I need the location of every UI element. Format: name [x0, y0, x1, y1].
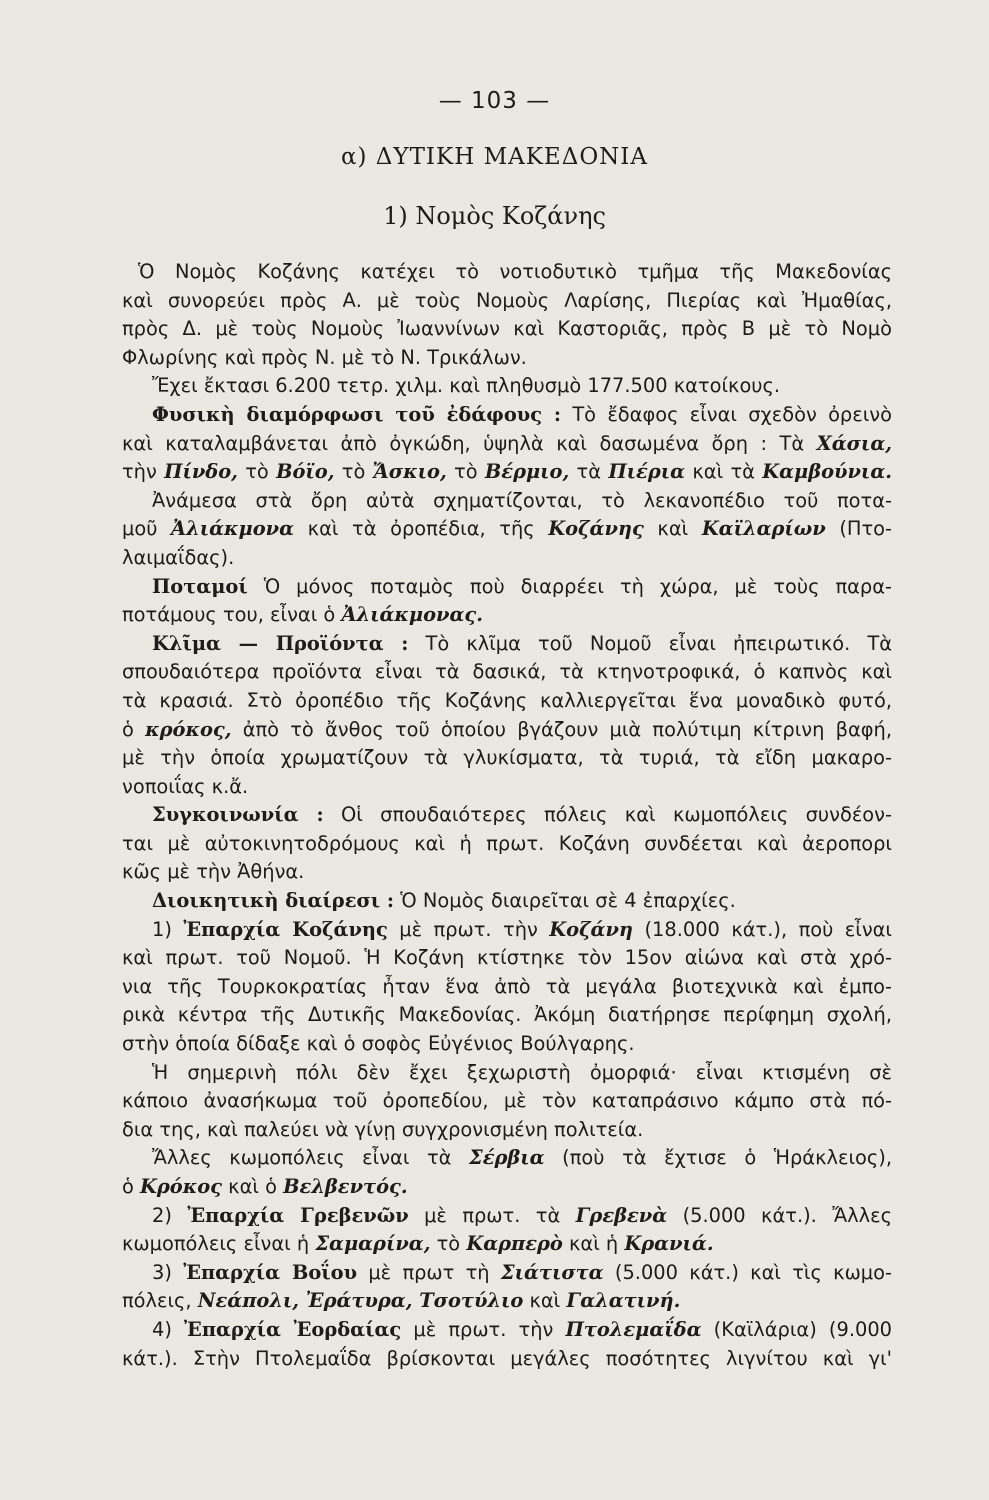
text-run: κῶς μὲ τὴν Ἀθήνα.: [122, 860, 305, 884]
text-run: στὴν ὁποία δίδαξε καὶ ὁ σοφὸς Εὐγένιος Βούλγαρης.: [122, 1032, 635, 1056]
text-line: [122, 630, 892, 659]
page-number: — 103 —: [438, 88, 551, 114]
text-line: [122, 887, 892, 916]
text-run: τὸ: [334, 460, 373, 484]
text-line: [122, 916, 892, 945]
emphasized-term: Σέρβια: [469, 1146, 545, 1170]
text-run: μὲ πρωτ τὴ: [357, 1260, 501, 1284]
emphasized-term: Γαλατινή.: [566, 1289, 681, 1313]
text-run: ἀπὸ τὸ ἄνθος τοῦ ὁποίου βγάζουν μιὰ πολύτιμη κίτρινη βαφή,: [231, 717, 892, 741]
emphasized-term: Κρόκος: [140, 1175, 222, 1198]
text-line: [122, 458, 892, 487]
emphasized-term: Κλῖμα — Προϊόντα :: [152, 631, 409, 655]
text-run: (Καϊλάρια) (9.000: [701, 1317, 892, 1341]
text-line: [122, 801, 892, 830]
text-run: καὶ ὁ: [222, 1175, 284, 1198]
text-run: Οἱ σπουδαιότερες πόλεις καὶ κωμοπόλεις συνδέον-: [323, 803, 892, 827]
emphasized-term: Χάσια,: [816, 431, 892, 455]
text-run: καὶ ἡ: [562, 1232, 625, 1256]
emphasized-term: Ἐπαρχία Γρεβενῶν: [187, 1203, 409, 1227]
text-run: τὴν: [122, 460, 165, 484]
text-run: τὸ: [430, 1232, 467, 1256]
text-line: [122, 344, 892, 373]
emphasized-term: Διοικητικὴ διαίρεσι :: [152, 889, 395, 913]
text-run: σπουδαιότερα προϊόντα εἶναι τὰ δασικά, τὰ κτηνοτροφικά, ὁ καπνὸς καὶ: [122, 660, 892, 684]
text-run: Ὁ Νομὸς Κοζάνης κατέχει τὸ νοτιοδυτικὸ τμῆμα τῆς Μακεδονίας: [138, 260, 892, 283]
body-text: [122, 258, 892, 1373]
text-line: [122, 487, 892, 516]
text-run: ρικὰ κέντρα τῆς Δυτικῆς Μακεδονίας. Ἀκόμη διατήρησε περίφημη σχολή,: [122, 1003, 892, 1027]
text-line: [122, 1316, 892, 1345]
text-line: [122, 1059, 892, 1088]
section-title: α) ΔΥΤΙΚΗ ΜΑΚΕΔΟΝΙΑ: [340, 144, 648, 170]
emphasized-term: Κοζάνη: [549, 917, 634, 941]
text-run: καὶ: [643, 517, 702, 541]
text-run: Ἡ σημερινὴ πόλι δὲν ἔχει ξεχωριστὴ ὀμορφιά· εἶναι κτισμένη σὲ: [152, 1060, 892, 1084]
text-run: μὲ τὴν ὁποία χρωματίζουν τὰ γλυκίσματα, τὰ τυριά, τὰ εἴδη μακαρο-: [122, 746, 892, 770]
emphasized-term: Βελβεντός.: [283, 1175, 408, 1198]
text-line: [122, 1030, 892, 1059]
text-run: καὶ καταλαμβάνεται ἀπὸ ὀγκώδη, ὑψηλὰ καὶ δασωμένα ὄρη : Τὰ: [122, 431, 817, 455]
text-run: κωμοπόλεις εἶναι ἡ: [122, 1232, 316, 1256]
text-line: [122, 1116, 892, 1145]
text-run: τὰ: [569, 460, 609, 484]
text-run: τὰ κρασιά. Στὸ ὀροπέδιο τῆς Κοζάνης καλλιεργεῖται ἕνα μοναδικὸ φυτό,: [122, 688, 892, 712]
text-run: μὲ πρωτ. τὴν: [387, 917, 550, 941]
text-line: [122, 744, 892, 773]
text-run: ται μὲ αὐτοκινητοδρόμους καὶ ἡ πρωτ. Κοζάνη συνδέεται καὶ ἀεροπορι: [122, 831, 892, 855]
text-run: πόλεις,: [122, 1289, 198, 1313]
text-run: νια τῆς Τουρκοκρατίας ἦταν ἕνα ἀπὸ τὰ μεγάλα βιοτεχνικὰ καὶ ἐμπο-: [122, 974, 892, 998]
text-line: [122, 1287, 892, 1316]
emphasized-term: Καμβούνια.: [762, 460, 892, 484]
emphasized-term: Πτολεμαΐδα: [565, 1317, 702, 1341]
text-line: [122, 544, 892, 573]
text-run: (5.000 κάτ.). Ἄλλες: [667, 1203, 892, 1227]
text-run: 1): [152, 917, 184, 941]
text-run: ὁ: [122, 1175, 141, 1198]
emphasized-term: Κρανιά.: [624, 1232, 714, 1256]
emphasized-term: Φυσικὴ διαμόρφωσι τοῦ ἐδάφους :: [152, 402, 562, 426]
text-run: κάποιο ἀνασήκωμα τοῦ ὀροπεδίου, μὲ τὸν καταπράσινο κάμπο στὰ πό-: [122, 1089, 892, 1113]
emphasized-term: Ἀλιάκμονα: [171, 517, 295, 541]
text-run: Τὸ ἔδαφος εἶναι σχεδὸν ὀρεινὸ: [561, 402, 892, 426]
text-run: δια της, καὶ παλεύει νὰ γίνῃ συγχρονισμένη πολιτεία.: [122, 1117, 644, 1141]
emphasized-term: Ἐπαρχία Κοζάνης: [183, 917, 388, 941]
text-run: μοῦ: [122, 517, 172, 541]
text-run: Φλωρίνης καὶ πρὸς Ν. μὲ τὸ Ν. Τρικάλων.: [122, 345, 527, 369]
text-line: [122, 287, 892, 316]
text-line: [122, 401, 892, 430]
emphasized-term: Καϊλαρίων: [701, 517, 826, 541]
text-line: [122, 430, 892, 459]
emphasized-term: Ἀλιάκμονας.: [341, 603, 483, 627]
emphasized-term: Συγκοινωνία :: [152, 803, 324, 827]
text-line: [122, 1259, 892, 1288]
text-run: Ὁ Νομὸς διαιρεῖται σὲ 4 ἐπαρχίες.: [394, 889, 736, 913]
text-line: [122, 1173, 892, 1202]
text-run: ποτάμους του, εἶναι ὁ: [122, 603, 342, 627]
emphasized-term: Ἄσκιο,: [372, 460, 447, 484]
emphasized-term: Καρπερὸ: [466, 1232, 563, 1256]
text-run: νοποιΐας κ.ἄ.: [122, 774, 249, 798]
emphasized-term: Νεάπολι, Ἐράτυρα, Τσοτύλιο: [197, 1289, 524, 1313]
text-run: μὲ πρωτ. τὰ: [408, 1203, 576, 1227]
text-line: [122, 858, 892, 887]
text-run: (18.000 κάτ.), ποὺ εἶναι: [633, 917, 892, 941]
text-line: [122, 1144, 892, 1173]
text-run: τὸ: [446, 460, 485, 484]
text-line: [122, 944, 892, 973]
text-run: Ἀνάμεσα στὰ ὄρη αὐτὰ σχηματίζονται, τὸ λεκανοπέδιο τοῦ ποτα-: [152, 488, 892, 512]
emphasized-term: Βέρμιο,: [484, 460, 570, 484]
text-run: 2): [152, 1203, 188, 1227]
text-line: [122, 601, 892, 630]
text-run: πρὸς Δ. μὲ τοὺς Νομοὺς Ἰωαννίνων καὶ Καστοριᾶς, πρὸς Β μὲ τὸ Νομὸ: [122, 317, 892, 341]
text-line: [122, 372, 892, 401]
text-run: καὶ τὰ ὀροπέδια, τῆς: [294, 517, 549, 541]
text-run: καὶ πρωτ. τοῦ Νομοῦ. Ἡ Κοζάνη κτίστηκε τὸν 15ον αἰώνα καὶ στὰ χρό-: [122, 946, 892, 970]
text-run: Τὸ κλῖμα τοῦ Νομοῦ εἶναι ἠπειρωτικό. Τὰ: [408, 631, 892, 655]
text-run: μὲ πρωτ. τὴν: [401, 1317, 566, 1341]
text-run: (5.000 κάτ.) καὶ τὶς κωμο-: [603, 1260, 892, 1284]
text-line: [122, 1087, 892, 1116]
text-line: [122, 1230, 892, 1259]
text-run: καὶ συνορεύει πρὸς Α. μὲ τοὺς Νομοὺς Λαρίσης, Πιερίας καὶ Ἠμαθίας,: [122, 288, 892, 312]
emphasized-term: Πιέρια: [608, 460, 686, 484]
text-run: λαιμαΐδας).: [122, 545, 235, 569]
text-run: (ποὺ τὰ ἔχτισε ὁ Ἡράκλειος),: [544, 1146, 892, 1170]
emphasized-term: Σιάτιστα: [500, 1260, 604, 1284]
text-line: [122, 687, 892, 716]
emphasized-term: Γρεβενὰ: [575, 1203, 668, 1227]
emphasized-term: Πίνδο,: [164, 460, 238, 484]
emphasized-term: Ἐπαρχία Βοΐου: [183, 1260, 358, 1284]
text-line: [122, 573, 892, 602]
text-line: [122, 830, 892, 859]
text-line: [122, 1345, 892, 1374]
emphasized-term: κρόκος,: [145, 717, 232, 741]
text-line: [122, 258, 892, 287]
text-line: [122, 1001, 892, 1030]
text-run: Ἔχει ἔκτασι 6.200 τετρ. χιλμ. καὶ πληθυσμὸ 177.500 κατοίκους.: [152, 374, 781, 398]
text-run: καὶ: [523, 1289, 567, 1313]
emphasized-term: Ἐπαρχία Ἐορδαίας: [184, 1317, 402, 1341]
text-line: [122, 716, 892, 745]
text-run: (Πτο-: [825, 517, 892, 541]
text-run: 3): [152, 1260, 184, 1284]
text-line: [122, 1202, 892, 1231]
text-run: ὁ: [122, 717, 146, 741]
subsection-title: 1) Νομὸς Κοζάνης: [383, 202, 606, 230]
emphasized-term: Σαμαρίνα,: [315, 1232, 431, 1256]
text-line: [122, 973, 892, 1002]
text-line: [122, 658, 892, 687]
text-run: 4): [152, 1317, 185, 1341]
text-run: Ἄλλες κωμοπόλεις εἶναι τὰ: [152, 1146, 470, 1170]
emphasized-term: Ποταμοί: [152, 574, 248, 598]
text-run: καὶ τὰ: [685, 460, 763, 484]
text-line: [122, 315, 892, 344]
text-run: τὸ: [237, 460, 277, 484]
text-run: κάτ.). Στὴν Πτολεμαΐδα βρίσκονται μεγάλες ποσότητες λιγνίτου καὶ γι': [122, 1346, 892, 1370]
text-line: [122, 773, 892, 802]
text-line: [122, 515, 892, 544]
text-run: Ὁ μόνος ποταμὸς ποὺ διαρρέει τὴ χώρα, μὲ τοὺς παρα-: [247, 574, 892, 598]
emphasized-term: Κοζάνης: [548, 517, 644, 541]
emphasized-term: Βόϊο,: [276, 460, 335, 484]
